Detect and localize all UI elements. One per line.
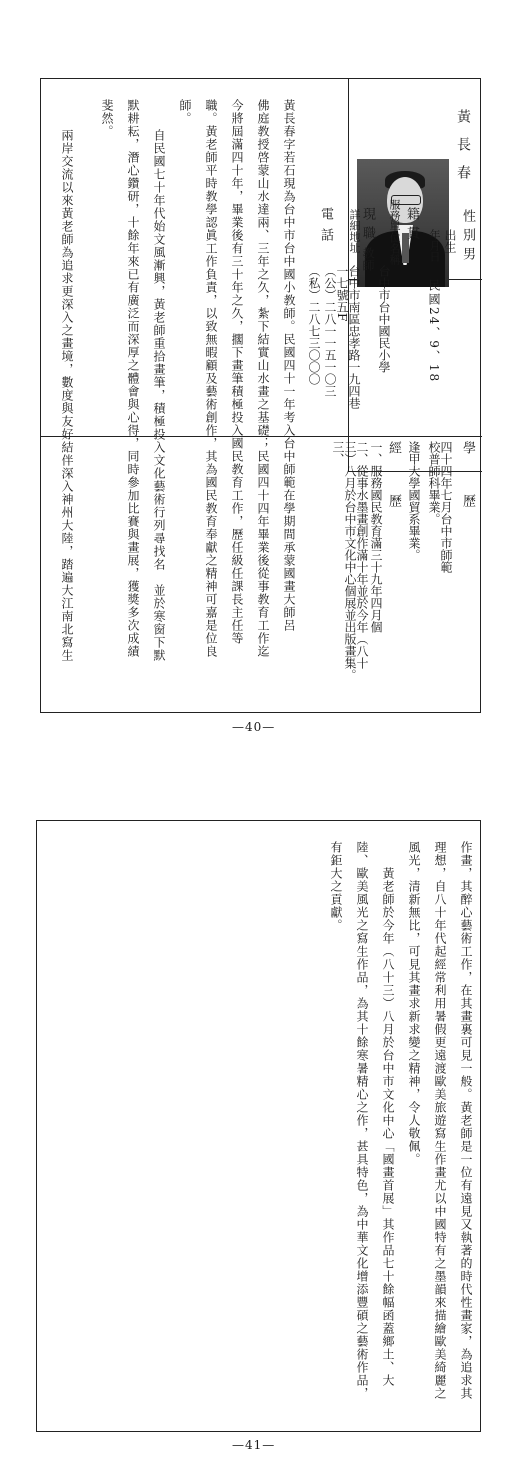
bio-line: 兩岸交流以來黃老師為追求更深入之畫境，數度與友好結伴深入神州大陸，踏遍大江南北寫生 — [60, 129, 74, 662]
employer-label: 服務單位名稱 — [388, 199, 401, 265]
birth-label: 出生 — [443, 229, 457, 253]
body-line: 有鉅大之貢獻。 — [329, 841, 343, 932]
body-line: 理想，自八十年代起經常利用暑假更遠渡歐美旅遊寫生作畫尤以中國特有之墨韻來描繪歐美綺麗之 — [433, 841, 447, 1400]
title-label: 現職 — [360, 207, 375, 245]
body-line: 作畫，其醉心藝術工作，在其畫裏可見一般。黃老師是一位有遠見又執著的時代性畫家，為追求其 — [459, 841, 473, 1400]
phone-value-home: （私）二八七三〇〇〇 — [307, 265, 321, 385]
education-value-1: 四十四年七月台中市師範校普師科畢業。 — [427, 441, 453, 573]
gender-label: 性別 — [460, 209, 475, 247]
page-number-41: —41— — [232, 1438, 276, 1452]
experience-label: 經歷 — [386, 441, 401, 547]
page-41-frame — [36, 820, 481, 1432]
birth-value: 民國24、9、18 — [427, 279, 441, 384]
address-value: 台中市南區忠孝路一九四巷一七號五F — [335, 265, 361, 409]
phone-label: 電話 — [318, 207, 333, 249]
page-number-40: —40— — [232, 720, 276, 734]
experience-value-2: 二、從事水墨畫創作滿十年並於今年（八十三）八月於台中市文化中心個展並出版畫集。三、 — [331, 441, 369, 681]
body-line: 風光，清新無比，可見其畫求新求變之精神，令人敬佩。 — [407, 841, 421, 1166]
bio-line: 斐然。 — [100, 99, 114, 138]
bio-line: 自民國七十年代始文風漸興，黃老師重拾畫筆，積極投入文化藝術行列尋找名 並於寒窗下默 — [152, 129, 166, 662]
education-label: 學歷 — [460, 441, 475, 547]
education-value-2: 逢甲大學國貿系畢業。 — [407, 441, 421, 561]
bio-line: 默耕耘，潛心鑽研，十餘年來已有廣泛而深厚之體會與心得，同時參加比賽與畫展，獲獎多次成績 — [126, 99, 140, 658]
experience-value-1: 一、服務國民教育滿三十九年四月個 — [369, 441, 383, 633]
page-40-frame — [40, 78, 481, 713]
bio-line: 職。黃老師平時教學認眞工作負責，以致無暇顧及藝術創作，其為國民教育奉獻之精神可嘉是位良 — [204, 99, 218, 658]
address-label: 詳細地址 — [348, 209, 361, 253]
bio-line: 佛庭教授啓蒙山水達兩、三年之久，紮下結實山水畫之基礎；民國四十四年畢業後從事教育工作迄 — [256, 99, 270, 658]
title-value: 教師 — [361, 247, 375, 271]
person-name: 黃長春 — [455, 109, 471, 193]
birth-sublabel: 年月日 — [428, 229, 441, 262]
body-line: 陸、歐美風光之寫生作品，為其十餘寒暑精心之作，甚具特色，為中華文化增添豐碩之藝術作品， — [355, 841, 369, 1400]
employer-value: 台中市台中國民小學 — [377, 265, 391, 373]
phone-value-office: （公）二八一一五一〇三 — [323, 265, 337, 397]
bio-line: 今將屆滿四十年，畢業後有三十年之久，擱下畫筆積極投入國民教育工作，歷任級任課長主任等 — [230, 99, 244, 645]
body-line: 黃老師於今年（八十三）八月於台中市文化中心「國畫首展」其作品七十餘幅函蓋鄉土、大 — [381, 867, 395, 1387]
bio-line: 黃長春字若石現為台中市台中國小教師。民國四十一年考入台中師範在學期間承蒙國畫大師呂 — [282, 99, 296, 632]
native-label: 籍貫 — [404, 207, 419, 245]
gender-value: 男 — [460, 247, 475, 260]
bio-line: 師。 — [178, 99, 192, 125]
